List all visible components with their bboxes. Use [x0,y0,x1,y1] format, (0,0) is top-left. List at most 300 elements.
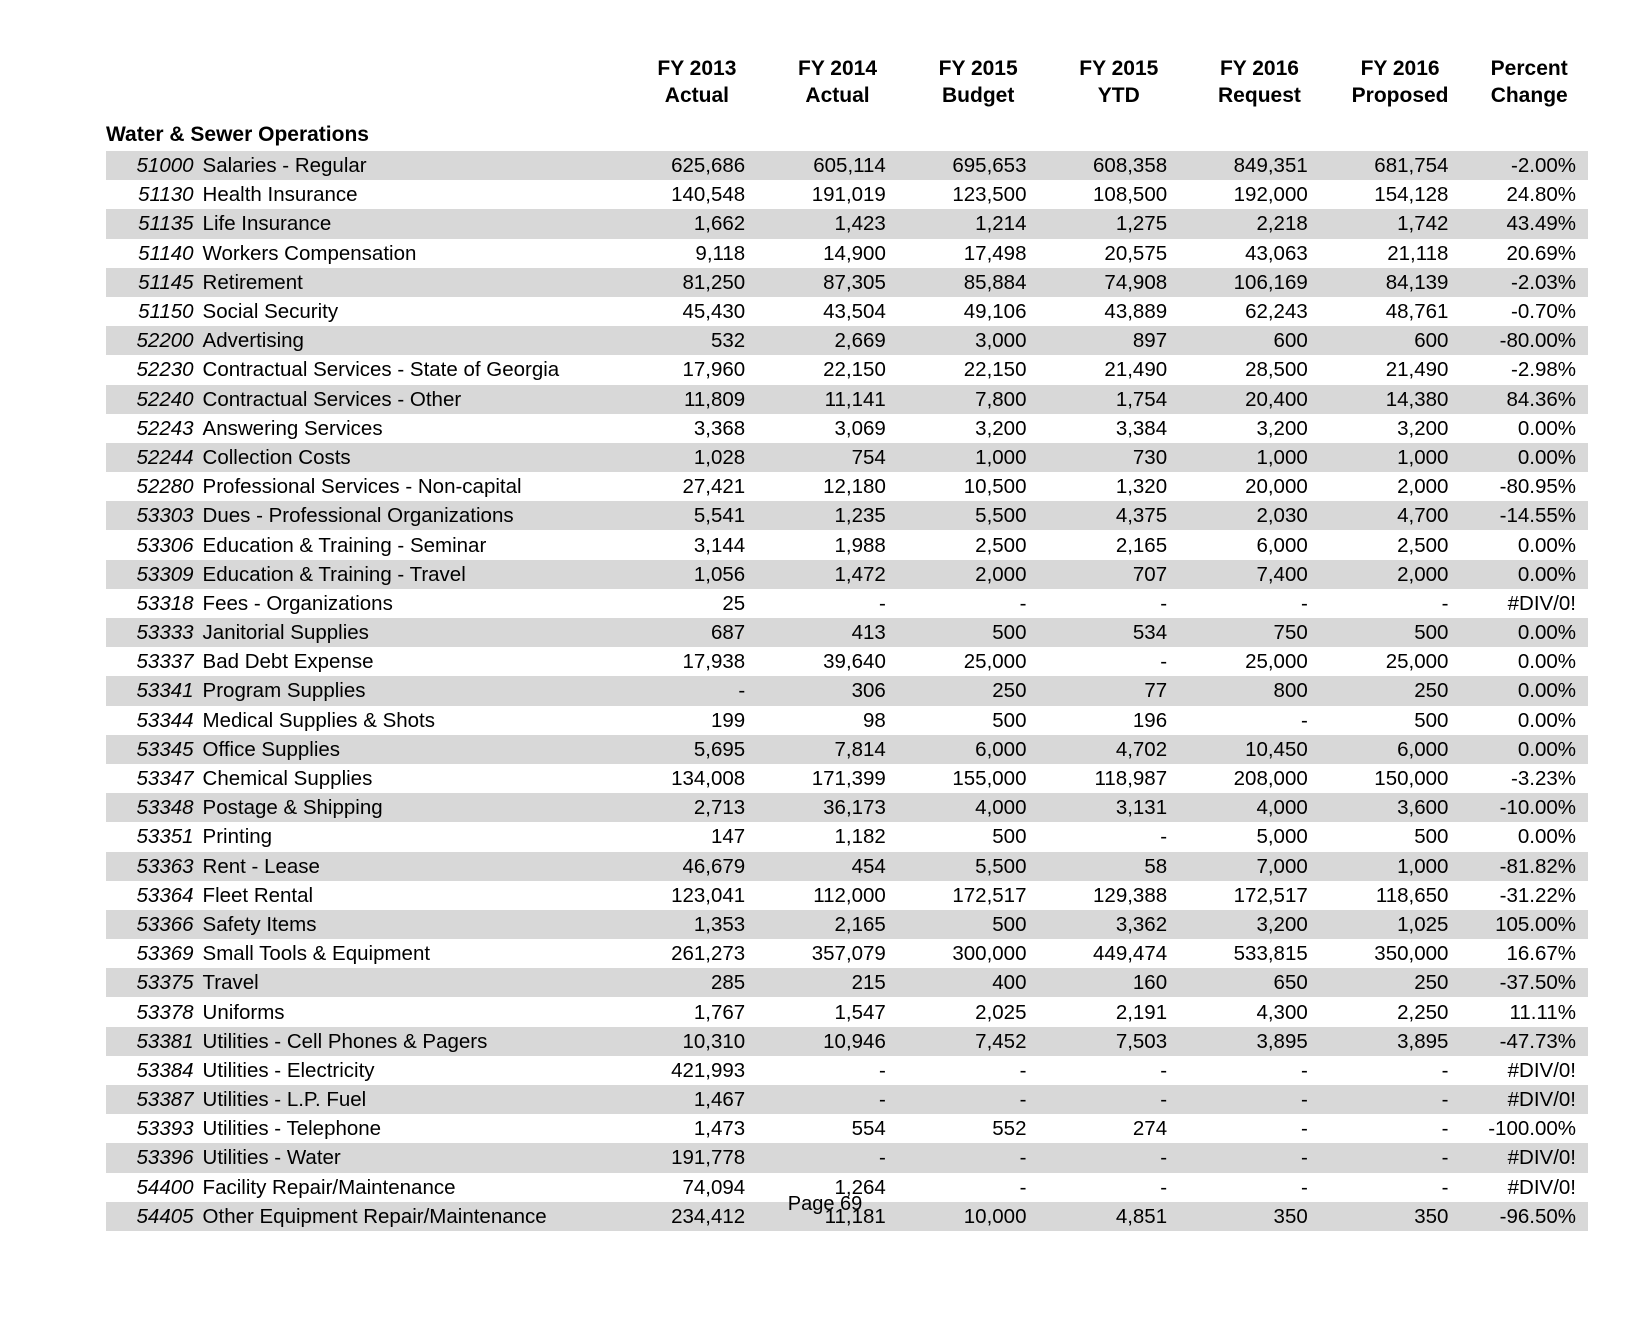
cell-fy2015-ytd: 7,503 [1048,1027,1189,1056]
account-description: Social Security [203,297,627,326]
cell-fy2014-actual: 43,504 [767,297,908,326]
account-description: Utilities - Electricity [203,1056,627,1085]
account-description: Utilities - Cell Phones & Pagers [203,1027,627,1056]
cell-fy2014-actual: 605,114 [767,151,908,180]
table-row [106,822,1588,851]
cell-fy2013-actual: 147 [627,822,768,851]
cell-fy2013-actual: 1,028 [627,443,768,472]
cell-percent-change: 0.00% [1470,530,1588,559]
cell-fy2013-actual: 10,310 [627,1027,768,1056]
cell-fy2013-actual: 74,094 [627,1173,768,1202]
cell-percent-change: -2.03% [1470,268,1588,297]
table-row [106,180,1588,209]
cell-fy2015-budget: 7,452 [908,1027,1049,1056]
cell-fy2015-ytd: 4,375 [1048,501,1189,530]
cell-fy2015-budget: 6,000 [908,735,1049,764]
cell-fy2016-request: - [1189,1056,1330,1085]
cell-fy2016-proposed: 2,500 [1330,530,1471,559]
table-row [106,706,1588,735]
account-description: Janitorial Supplies [203,618,627,647]
cell-fy2014-actual: 1,235 [767,501,908,530]
column-header-fy2016-proposed [1330,55,1471,120]
cell-fy2016-proposed: 4,700 [1330,501,1471,530]
header-line-2: Actual [805,84,870,107]
cell-fy2015-budget: 10,500 [908,472,1049,501]
cell-fy2013-actual: 45,430 [627,297,768,326]
cell-fy2016-request: - [1189,706,1330,735]
cell-fy2015-ytd: 730 [1048,443,1189,472]
cell-percent-change: 20.69% [1470,239,1588,268]
budget-page [0,55,1650,1330]
cell-fy2015-ytd: 1,275 [1048,209,1189,238]
cell-fy2014-actual: 554 [767,1114,908,1143]
cell-fy2016-request: 25,000 [1189,647,1330,676]
cell-fy2015-budget: - [908,1056,1049,1085]
cell-fy2016-request: 20,400 [1189,385,1330,414]
cell-fy2014-actual: 7,814 [767,735,908,764]
cell-percent-change: -2.98% [1470,355,1588,384]
table-row [106,1027,1588,1056]
cell-fy2016-proposed: 3,895 [1330,1027,1471,1056]
cell-fy2016-request: 28,500 [1189,355,1330,384]
cell-fy2015-budget: 500 [908,822,1049,851]
cell-fy2016-proposed: 2,000 [1330,560,1471,589]
cell-fy2015-budget: 172,517 [908,881,1049,910]
cell-percent-change: 11.11% [1470,997,1588,1026]
cell-fy2016-proposed: - [1330,1085,1471,1114]
cell-fy2016-proposed: 500 [1330,706,1471,735]
cell-fy2016-proposed: 3,600 [1330,793,1471,822]
account-code: 53364 [106,881,203,910]
cell-fy2016-request: 172,517 [1189,881,1330,910]
table-row [106,939,1588,968]
account-code: 51135 [106,209,203,238]
account-description: Utilities - Water [203,1143,627,1172]
cell-fy2015-budget: 4,000 [908,793,1049,822]
cell-fy2016-proposed: 3,200 [1330,414,1471,443]
cell-fy2014-actual: 1,423 [767,209,908,238]
cell-fy2014-actual: 87,305 [767,268,908,297]
group-header-row [106,120,1588,151]
cell-percent-change: #DIV/0! [1470,1143,1588,1172]
cell-fy2014-actual: 413 [767,618,908,647]
cell-fy2014-actual: - [767,589,908,618]
table-row [106,735,1588,764]
cell-fy2016-request: 192,000 [1189,180,1330,209]
table-header [106,55,1588,120]
cell-fy2013-actual: 2,713 [627,793,768,822]
cell-fy2016-proposed: 1,000 [1330,443,1471,472]
cell-fy2014-actual: 2,669 [767,326,908,355]
cell-fy2015-ytd: 1,754 [1048,385,1189,414]
account-description: Life Insurance [203,209,627,238]
table-row [106,1085,1588,1114]
cell-fy2016-request: - [1189,1173,1330,1202]
table-row [106,793,1588,822]
account-description: Safety Items [203,910,627,939]
cell-percent-change: 0.00% [1470,414,1588,443]
account-description: Health Insurance [203,180,627,209]
account-description: Education & Training - Seminar [203,530,627,559]
cell-fy2015-ytd: 534 [1048,618,1189,647]
table-row [106,764,1588,793]
header-line-2: Actual [664,84,729,107]
cell-fy2015-ytd: - [1048,1056,1189,1085]
page-footer: Page 69 [787,1193,863,1215]
table-row [106,1056,1588,1085]
account-code: 52243 [106,414,203,443]
cell-fy2015-ytd: - [1048,647,1189,676]
cell-fy2015-ytd: 449,474 [1048,939,1189,968]
cell-fy2016-request: - [1189,1114,1330,1143]
cell-fy2016-proposed: 48,761 [1330,297,1471,326]
account-description: Dues - Professional Organizations [203,501,627,530]
cell-fy2016-proposed: 500 [1330,618,1471,647]
account-code: 53387 [106,1085,203,1114]
account-description: Fees - Organizations [203,589,627,618]
account-description: Other Equipment Repair/Maintenance [203,1202,627,1231]
cell-fy2016-request: 7,400 [1189,560,1330,589]
column-header-fy2015-budget [908,55,1049,120]
cell-fy2015-budget: 25,000 [908,647,1049,676]
cell-fy2015-ytd: - [1048,1085,1189,1114]
account-description: Rent - Lease [203,852,627,881]
cell-fy2016-proposed: - [1330,1114,1471,1143]
account-code: 52280 [106,472,203,501]
cell-fy2015-ytd: 608,358 [1048,151,1189,180]
cell-fy2016-proposed: 2,250 [1330,997,1471,1026]
cell-percent-change: 0.00% [1470,618,1588,647]
cell-fy2016-request: 4,300 [1189,997,1330,1026]
cell-percent-change: -14.55% [1470,501,1588,530]
cell-fy2014-actual: 306 [767,676,908,705]
cell-fy2015-ytd: - [1048,822,1189,851]
account-description: Postage & Shipping [203,793,627,822]
account-description: Contractual Services - Other [203,385,627,414]
table-row [106,501,1588,530]
cell-percent-change: -81.82% [1470,852,1588,881]
cell-fy2014-actual: 12,180 [767,472,908,501]
cell-fy2015-ytd: 1,320 [1048,472,1189,501]
cell-percent-change: -31.22% [1470,881,1588,910]
cell-fy2016-request: - [1189,589,1330,618]
cell-fy2013-actual: 199 [627,706,768,735]
account-code: 53366 [106,910,203,939]
table-row [106,414,1588,443]
header-line-1: FY 2016 [1219,57,1299,80]
table-row [106,530,1588,559]
table-row [106,472,1588,501]
table-body [106,120,1588,1231]
cell-fy2013-actual: 134,008 [627,764,768,793]
column-header-description [203,55,627,120]
cell-percent-change: -37.50% [1470,968,1588,997]
cell-fy2016-proposed: 14,380 [1330,385,1471,414]
account-code: 52244 [106,443,203,472]
cell-fy2013-actual: 3,368 [627,414,768,443]
table-row [106,589,1588,618]
cell-fy2016-proposed: 1,742 [1330,209,1471,238]
cell-fy2013-actual: 261,273 [627,939,768,968]
cell-fy2015-budget: - [908,1173,1049,1202]
cell-fy2016-proposed: 681,754 [1330,151,1471,180]
cell-fy2016-proposed: 21,118 [1330,239,1471,268]
cell-percent-change: 16.67% [1470,939,1588,968]
cell-fy2013-actual: 687 [627,618,768,647]
table-row [106,560,1588,589]
cell-fy2013-actual: 25 [627,589,768,618]
table-row [106,355,1588,384]
cell-fy2016-proposed: - [1330,589,1471,618]
header-line-2: YTD [1097,84,1140,107]
cell-fy2016-request: 7,000 [1189,852,1330,881]
cell-fy2016-proposed: 600 [1330,326,1471,355]
cell-fy2016-request: 6,000 [1189,530,1330,559]
cell-percent-change: 105.00% [1470,910,1588,939]
cell-fy2016-proposed: 154,128 [1330,180,1471,209]
cell-fy2016-request: 106,169 [1189,268,1330,297]
account-code: 53396 [106,1143,203,1172]
cell-percent-change: -96.50% [1470,1202,1588,1231]
account-code: 53351 [106,822,203,851]
cell-fy2013-actual: 191,778 [627,1143,768,1172]
cell-fy2013-actual: 234,412 [627,1202,768,1231]
table-row [106,443,1588,472]
cell-fy2015-budget: 500 [908,910,1049,939]
cell-fy2016-proposed: 21,490 [1330,355,1471,384]
cell-fy2013-actual: 5,541 [627,501,768,530]
account-description: Retirement [203,268,627,297]
cell-fy2016-request: 2,218 [1189,209,1330,238]
cell-fy2015-ytd: 2,191 [1048,997,1189,1026]
cell-fy2013-actual: 5,695 [627,735,768,764]
cell-fy2015-budget: 1,214 [908,209,1049,238]
cell-fy2015-ytd: - [1048,589,1189,618]
account-code: 51000 [106,151,203,180]
account-code: 54400 [106,1173,203,1202]
account-code: 53375 [106,968,203,997]
cell-fy2016-proposed: 84,139 [1330,268,1471,297]
cell-fy2016-proposed: 2,000 [1330,472,1471,501]
cell-fy2014-actual: - [767,1085,908,1114]
cell-fy2014-actual: 98 [767,706,908,735]
cell-fy2015-budget: 400 [908,968,1049,997]
cell-fy2015-ytd: 3,131 [1048,793,1189,822]
cell-fy2016-proposed: 350,000 [1330,939,1471,968]
account-description: Utilities - L.P. Fuel [203,1085,627,1114]
account-description: Collection Costs [203,443,627,472]
cell-fy2014-actual: - [767,1056,908,1085]
cell-fy2014-actual: - [767,1143,908,1172]
cell-fy2016-request: 20,000 [1189,472,1330,501]
header-line-2: Proposed [1351,84,1449,107]
cell-fy2013-actual: 532 [627,326,768,355]
table-row [106,239,1588,268]
cell-fy2015-ytd: 274 [1048,1114,1189,1143]
cell-fy2014-actual: 22,150 [767,355,908,384]
cell-percent-change: 0.00% [1470,676,1588,705]
cell-fy2013-actual: 11,809 [627,385,768,414]
cell-fy2013-actual: 46,679 [627,852,768,881]
cell-fy2015-budget: - [908,589,1049,618]
cell-fy2016-request: 800 [1189,676,1330,705]
cell-fy2015-budget: - [908,1143,1049,1172]
account-code: 53309 [106,560,203,589]
cell-fy2014-actual: 1,264 [767,1173,908,1202]
cell-fy2015-ytd: 707 [1048,560,1189,589]
cell-fy2015-budget: 695,653 [908,151,1049,180]
cell-fy2014-actual: 171,399 [767,764,908,793]
cell-fy2016-proposed: - [1330,1056,1471,1085]
cell-fy2015-ytd: 58 [1048,852,1189,881]
cell-fy2016-proposed: 1,000 [1330,852,1471,881]
cell-fy2013-actual: 421,993 [627,1056,768,1085]
cell-fy2016-request: 3,200 [1189,910,1330,939]
cell-fy2014-actual: 754 [767,443,908,472]
account-description: Utilities - Telephone [203,1114,627,1143]
account-code: 53306 [106,530,203,559]
header-line-2: Budget [942,84,1015,107]
account-code: 53341 [106,676,203,705]
table-row [106,326,1588,355]
table-row [106,852,1588,881]
cell-fy2016-request: 533,815 [1189,939,1330,968]
table-row [106,676,1588,705]
cell-fy2015-ytd: 21,490 [1048,355,1189,384]
cell-fy2013-actual: 1,467 [627,1085,768,1114]
cell-fy2015-budget: 2,025 [908,997,1049,1026]
cell-percent-change: -100.00% [1470,1114,1588,1143]
account-code: 53303 [106,501,203,530]
cell-fy2015-budget: 17,498 [908,239,1049,268]
cell-fy2016-request: 43,063 [1189,239,1330,268]
cell-fy2014-actual: 112,000 [767,881,908,910]
table-row [106,209,1588,238]
cell-fy2016-request: 350 [1189,1202,1330,1231]
cell-fy2015-ytd: 4,702 [1048,735,1189,764]
table-row [106,151,1588,180]
account-description: Fleet Rental [203,881,627,910]
table-row [106,647,1588,676]
cell-percent-change: -2.00% [1470,151,1588,180]
account-code: 51140 [106,239,203,268]
cell-fy2016-request: 62,243 [1189,297,1330,326]
cell-fy2014-actual: 1,547 [767,997,908,1026]
cell-fy2016-proposed: 150,000 [1330,764,1471,793]
cell-fy2015-ytd: 77 [1048,676,1189,705]
account-description: Bad Debt Expense [203,647,627,676]
header-row [106,55,1588,120]
cell-fy2013-actual: 81,250 [627,268,768,297]
cell-percent-change: 43.49% [1470,209,1588,238]
header-line-1: FY 2013 [657,57,737,80]
cell-fy2015-budget: 2,500 [908,530,1049,559]
cell-fy2015-budget: 250 [908,676,1049,705]
cell-percent-change: 0.00% [1470,647,1588,676]
table-row [106,1143,1588,1172]
cell-fy2016-proposed: 6,000 [1330,735,1471,764]
cell-fy2016-proposed: 118,650 [1330,881,1471,910]
account-code: 53333 [106,618,203,647]
cell-fy2016-proposed: - [1330,1143,1471,1172]
header-line-1: FY 2015 [1079,57,1159,80]
account-code: 53363 [106,852,203,881]
account-code: 53344 [106,706,203,735]
cell-fy2016-request: 4,000 [1189,793,1330,822]
cell-fy2013-actual: 17,938 [627,647,768,676]
account-code: 53345 [106,735,203,764]
group-title: Water & Sewer Operations [106,120,1588,151]
table-row [106,385,1588,414]
cell-fy2013-actual: 285 [627,968,768,997]
cell-fy2015-budget: 500 [908,618,1049,647]
cell-fy2013-actual: - [627,676,768,705]
cell-fy2016-request: 2,030 [1189,501,1330,530]
cell-fy2016-request: 849,351 [1189,151,1330,180]
account-description: Office Supplies [203,735,627,764]
table-row [106,268,1588,297]
header-line-1: Percent [1490,57,1568,80]
cell-fy2016-proposed: - [1330,1173,1471,1202]
cell-fy2016-proposed: 250 [1330,968,1471,997]
column-header-percent-change [1470,55,1588,120]
cell-percent-change: #DIV/0! [1470,1085,1588,1114]
cell-percent-change: 0.00% [1470,822,1588,851]
cell-fy2013-actual: 625,686 [627,151,768,180]
account-description: Medical Supplies & Shots [203,706,627,735]
cell-fy2015-budget: 123,500 [908,180,1049,209]
header-line-1: FY 2016 [1360,57,1440,80]
cell-fy2014-actual: 2,165 [767,910,908,939]
cell-fy2014-actual: 36,173 [767,793,908,822]
column-header-fy2013-actual [627,55,768,120]
cell-fy2016-request: 3,200 [1189,414,1330,443]
cell-fy2015-budget: 2,000 [908,560,1049,589]
column-header-fy2015-ytd [1048,55,1189,120]
column-header-fy2016-request [1189,55,1330,120]
account-code: 53378 [106,997,203,1026]
account-description: Printing [203,822,627,851]
account-code: 52230 [106,355,203,384]
account-description: Chemical Supplies [203,764,627,793]
cell-fy2015-ytd: 4,851 [1048,1202,1189,1231]
account-code: 53369 [106,939,203,968]
cell-fy2015-ytd: 129,388 [1048,881,1189,910]
cell-fy2013-actual: 3,144 [627,530,768,559]
account-description: Professional Services - Non-capital [203,472,627,501]
cell-fy2013-actual: 123,041 [627,881,768,910]
cell-fy2014-actual: 3,069 [767,414,908,443]
cell-fy2014-actual: 1,182 [767,822,908,851]
cell-fy2016-proposed: 25,000 [1330,647,1471,676]
cell-fy2014-actual: 454 [767,852,908,881]
cell-percent-change: 0.00% [1470,560,1588,589]
cell-fy2016-proposed: 350 [1330,1202,1471,1231]
cell-fy2015-budget: 500 [908,706,1049,735]
cell-fy2014-actual: 11,141 [767,385,908,414]
cell-fy2015-ytd: 2,165 [1048,530,1189,559]
account-code: 53347 [106,764,203,793]
account-description: Workers Compensation [203,239,627,268]
table-row [106,910,1588,939]
cell-fy2013-actual: 140,548 [627,180,768,209]
cell-percent-change: -80.95% [1470,472,1588,501]
account-code: 53318 [106,589,203,618]
cell-fy2015-ytd: 43,889 [1048,297,1189,326]
cell-fy2016-proposed: 250 [1330,676,1471,705]
cell-fy2013-actual: 1,662 [627,209,768,238]
cell-fy2013-actual: 1,056 [627,560,768,589]
